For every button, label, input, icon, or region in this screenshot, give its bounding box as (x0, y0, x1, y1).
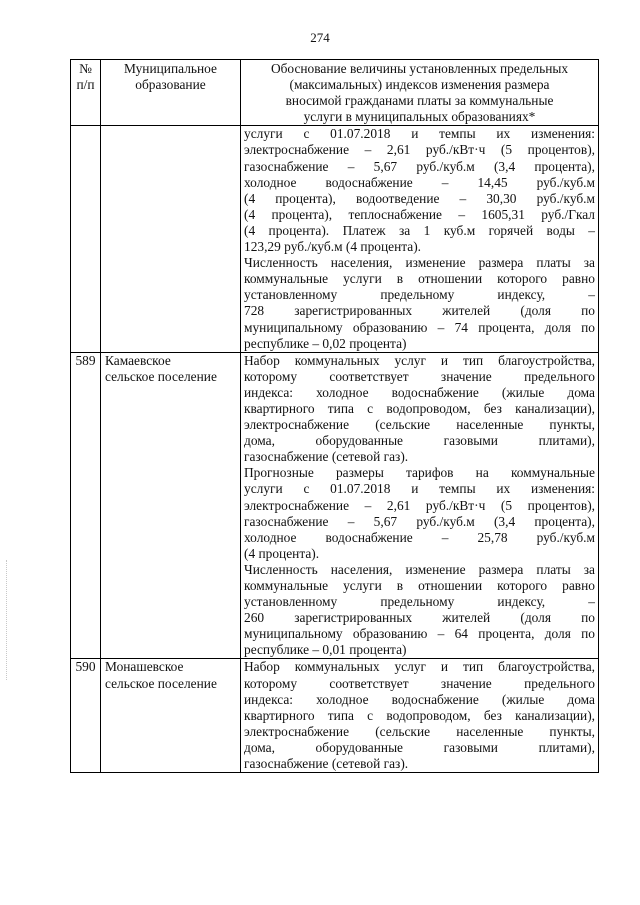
justification-paragraph (244, 659, 595, 772)
header-municipality: Муниципальное образование (101, 60, 241, 126)
row-number: 590 (71, 659, 101, 773)
text-line: электроснабжение – 2,61 руб./кВт·ч (5 процентов), (244, 497, 595, 513)
text-line: электроснабжение (сельские населенные пункты, (244, 723, 595, 739)
justification-paragraph (244, 562, 595, 659)
text-line: дома, оборудованные газовыми плитами), (244, 739, 595, 755)
table-row (71, 659, 599, 773)
municipality-name (101, 352, 241, 659)
municipality-name (101, 126, 241, 352)
text-line: республике – 0,02 процента) (244, 335, 407, 351)
text-line: (4 процента), теплоснабжение – 1605,31 руб./Гкал (244, 206, 595, 222)
justification-paragraph (244, 465, 595, 562)
justification-paragraph (244, 255, 595, 352)
table-row (71, 352, 599, 659)
text-line: которому соответствует значение предельного (244, 675, 595, 691)
text-line: которому соответствует значение предельного (244, 368, 595, 384)
justification-text (241, 659, 599, 773)
text-line: (4 процента), водоотведение – 30,30 руб./куб.м (244, 190, 595, 206)
text-line: квартирного типа с водопроводом, без канализации), (244, 400, 595, 416)
text-line: муниципальному образованию – 74 процента, доля по (244, 319, 595, 335)
text-line: услуги с 01.07.2018 и темпы их изменения: (244, 126, 595, 142)
text-line: 728 зарегистрированных жителей (доля по (244, 303, 595, 319)
header-justification: Обоснование величины установленных предельных (максимальных) индексов изменения размера вносимой гражданами платы за коммунальные услуги в муниципальных образованиях* (241, 60, 599, 126)
municipality-name-line: Камаевское (105, 352, 171, 368)
municipality-name-line: сельское поселение (105, 368, 217, 384)
text-line: электроснабжение – 2,61 руб./кВт·ч (5 процентов), (244, 142, 595, 158)
justification-paragraph (244, 353, 595, 466)
text-line: 123,29 руб./куб.м (4 процента). (244, 239, 422, 255)
row-number: 589 (71, 352, 101, 659)
text-line: холодное водоснабжение – 14,45 руб./куб.м (244, 174, 595, 190)
text-line: газоснабжение (сетевой газ). (244, 756, 409, 772)
text-line: республике – 0,01 процента) (244, 642, 407, 658)
text-line: квартирного типа с водопроводом, без канализации), (244, 707, 595, 723)
text-line: дома, оборудованные газовыми плитами), (244, 433, 595, 449)
table-row (71, 126, 599, 352)
text-line: (4 процента). Платеж за 1 куб.м горячей воды – (244, 222, 595, 238)
tariff-table (70, 59, 599, 773)
text-line: коммунальные услуги в отношении которого равно (244, 271, 595, 287)
header-num: № п/п (71, 60, 101, 126)
text-line: коммунальные услуги в отношении которого равно (244, 578, 595, 593)
page-number: 274 (310, 30, 330, 45)
text-line: индекса: холодное водоснабжение (жилые дома (244, 691, 595, 707)
municipality-name-line: сельское поселение (105, 675, 217, 691)
text-line: газоснабжение – 5,67 руб./куб.м (3,4 процента), (244, 513, 595, 529)
justification-text (241, 126, 599, 352)
text-line: Численность населения, изменение размера платы за (244, 255, 595, 271)
row-number (71, 126, 101, 352)
text-line: муниципальному образованию – 64 процента, доля по (244, 626, 595, 642)
text-line: электроснабжение (сельские населенные пункты, (244, 417, 595, 433)
text-line: холодное водоснабжение – 25,78 руб./куб.м (244, 529, 595, 545)
text-line: 260 зарегистрированных жителей (доля по (244, 610, 595, 626)
text-line: (4 процента). (244, 545, 320, 561)
text-line: газоснабжение – 5,67 руб./куб.м (3,4 процента), (244, 158, 595, 174)
text-line: установленному предельному индексу, – (244, 594, 595, 610)
justification-paragraph (244, 126, 595, 255)
text-line: индекса: холодное водоснабжение (жилые дома (244, 384, 595, 400)
municipality-name-line: Монашевское (105, 659, 184, 675)
table-header-row (71, 60, 599, 126)
text-line: Прогнозные размеры тарифов на коммунальные (244, 465, 595, 481)
text-line: услуги с 01.07.2018 и темпы их изменения: (244, 481, 595, 497)
table-body (71, 126, 599, 773)
text-line: установленному предельному индексу, – (244, 287, 595, 303)
text-line: газоснабжение (сетевой газ). (244, 449, 409, 465)
text-line: Набор коммунальных услуг и тип благоустройства, (244, 659, 595, 675)
municipality-name (101, 659, 241, 773)
scan-artifact (6, 560, 8, 680)
text-line: Набор коммунальных услуг и тип благоустройства, (244, 352, 595, 368)
justification-text (241, 352, 599, 659)
text-line: Численность населения, изменение размера платы за (244, 561, 595, 577)
